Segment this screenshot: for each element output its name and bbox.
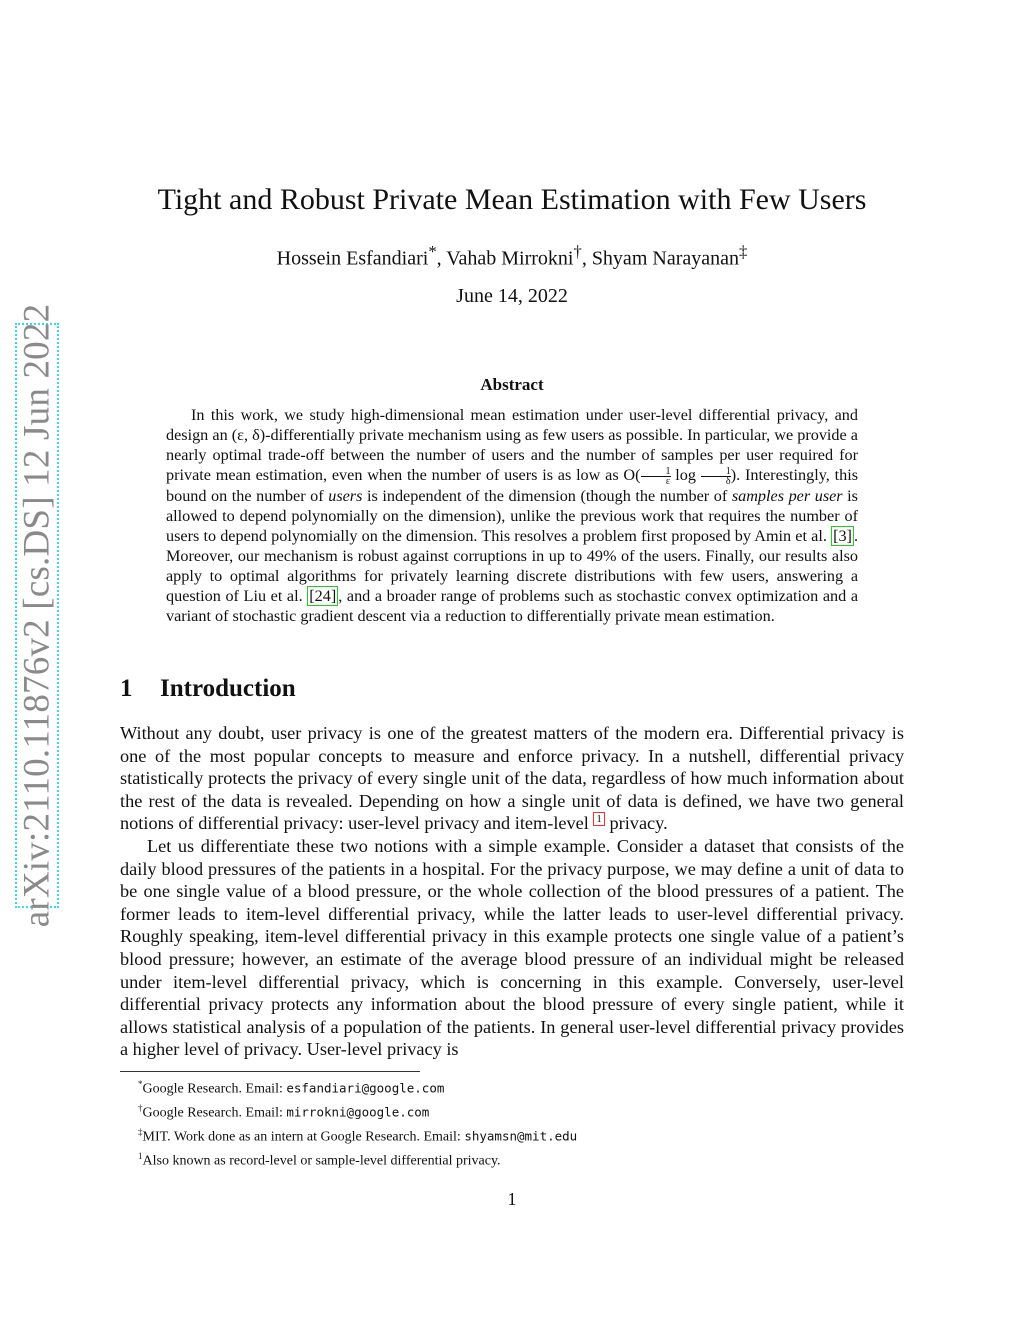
abstract-text: . Moreover, our mechanism is robust against corruptions in up to 49% of the users. Finally, our results also apply to optimal algorithms for privately learning discrete distributions with few users, answering a question of Liu et al. [166,526,858,605]
abstract-text: is allowed to depend polynomially on the dimension), unlike the previous work that requires the number of users to depend polynomially on the dimension. This resolves a problem first proposed by Amin et al. [166,486,858,545]
footnote-divider [120,1071,420,1072]
footnote-mark: ‡ [138,1127,143,1138]
fraction-one-over-epsilon [641,467,671,486]
abstract-text: is independent of the dimension (though the number of [362,486,732,505]
abstract-text: , and a broader range of problems such as stochastic convex optimization and a variant of stochastic gradient descent via a reduction to differentially private mean estimation. [166,586,858,625]
fraction-numerator: 1 [725,465,731,477]
email-address[interactable]: shyamsn@mit.edu [464,1128,578,1144]
abstract-emphasis: samples per user [731,486,843,505]
footnote [138,1123,577,1147]
footnote-text: Google Research. Email: [142,1105,287,1121]
section-heading [120,675,296,703]
footnote [138,1147,577,1171]
arxiv-sidebar-stamp [15,303,59,928]
footnote [138,1075,577,1099]
footnote [138,1099,577,1123]
abstract-body [166,405,858,626]
footnote-mark: 1 [138,1151,143,1162]
author-name: Hossein Esfandiari [276,247,429,270]
paragraph-text: Without any doubt, user privacy is one of the greatest matters of the modern era. Differential privacy is one of the most popular concepts to measure and enforce privacy. In a nutshell, differential privacy statistically protects the privacy of every single unit of the data, regardless of how much information about the rest of the data is revealed. Depending on how a single unit of data is defined, we have two general notions of differential privacy: user-level privacy and item-level [120,723,904,834]
fraction-denominator: ε [641,476,671,486]
abstract-emphasis: users [328,486,363,505]
author-affiliation-mark: * [428,242,437,261]
footnote-text: Also known as record-level or sample-level differential privacy. [142,1154,501,1170]
publication-date: June 14, 2022 [456,285,568,307]
citation-link[interactable]: [24] [309,586,337,605]
abstract-text: In this work, we study high-dimensional mean estimation under user-level differential privacy, and design an (ε, δ)-differentially private mechanism using as few users as possible. In particular, we provide a nearly optimal trade-off between the number of users and the number of samples per user required for private mean estimation, even when the number of users is as low as O( [166,406,858,484]
footnote-text: MIT. Work done as an intern at Google Research. Email: [142,1129,465,1145]
author-list: Hossein Esfandiari*, Vahab Mirrokni†, Shyam Narayanan‡ [276,242,748,270]
author-affiliation-mark: ‡ [738,242,748,261]
arxiv-identifier: arXiv:2110.11876v2 [cs.DS] 12 Jun 2022 [16,303,58,928]
author-name: Shyam Narayanan [591,247,739,270]
paper-title: Tight and Robust Private Mean Estimation with Few Users [157,183,867,216]
page-number: 1 [507,1189,517,1209]
section-title: Introduction [160,675,296,702]
fraction-one-over-delta [701,467,731,486]
abstract-text: ). Interestingly, this bound on the number of [166,466,858,505]
author-affiliation-mark: † [573,242,582,261]
paragraph: Let us differentiate these two notions with a simple example. Consider a dataset that consists of the daily blood pressures of the patients in a hospital. For the privacy purpose, we may define a unit of data to be one single value of a blood pressure, or the whole collection of the blood pressures of a patient. The former leads to item-level differential privacy, while the latter leads to user-level differential privacy. Roughly speaking, item-level differential privacy in this example protects one single value of a patient’s blood pressure; however, an estimate of the average blood pressure of an individual might be released under item-level differential privacy, which is concerning in this example. Conversely, user-level differential privacy protects any information about the blood pressure of every single patient, while it allows statistical analysis of a population of the patients. In general user-level differential privacy provides a higher level of privacy. User-level privacy is [120,835,904,1060]
citation-link[interactable]: [3] [833,526,852,545]
footnote-mark: * [138,1079,143,1089]
author-name: Vahab Mirrokni [446,247,574,270]
section-number: 1 [120,675,133,702]
footnote-mark: † [138,1103,143,1114]
footnote-text: Google Research. Email: [142,1081,287,1097]
fraction-numerator: 1 [665,465,671,477]
footnotes [138,1075,577,1172]
footnote-reference[interactable]: 1 [593,812,605,826]
fraction-denominator: δ [701,476,731,486]
email-address[interactable]: esfandiari@google.com [286,1080,445,1096]
email-address[interactable]: mirrokni@google.com [286,1104,430,1120]
main-text [120,722,904,1061]
abstract-text: log [670,466,701,484]
paragraph-text: privacy. [604,813,668,834]
abstract-heading: Abstract [480,375,544,394]
paragraph [120,722,904,835]
